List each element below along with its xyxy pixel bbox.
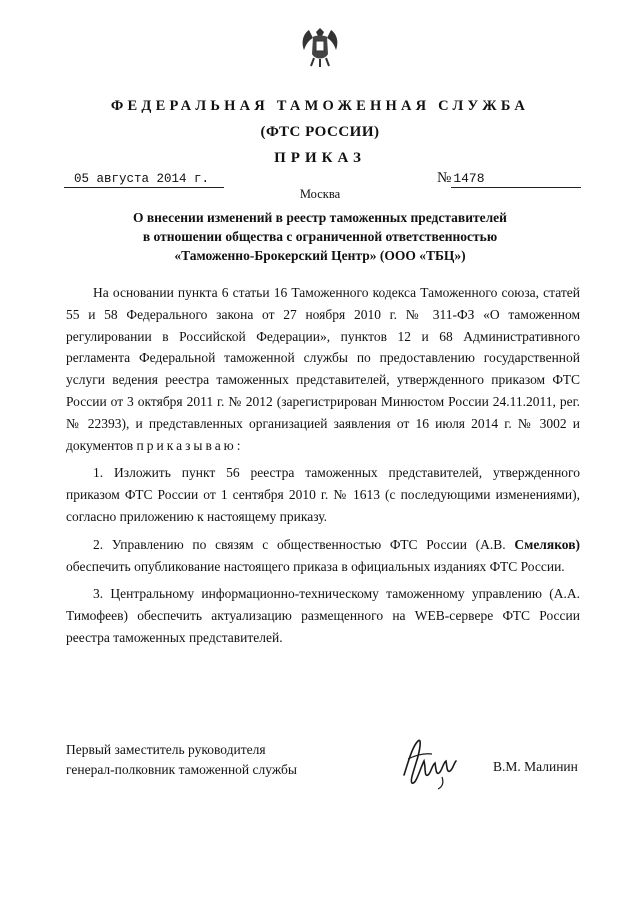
preamble-text: На основании пункта 6 статьи 16 Таможенного кодекса Таможенного союза, статей 55 и 58 Федерального закона от 27 ноября 2010 г. № 311-ФЗ «О таможенном регулировании в Российской Федерации», пунктов 12 и 68 Административного регламента Федеральной таможенной службы по предоставлению государственной услуги ведения реестра таможенных представителей, утвержденного приказом ФТС России от 3 октября 2011 г. № 2012 (зарегистрирован Минюстом России 24.11.2011, рег. № 22393), и представленных организацией заявления от 16 июля 2014 г. № 3002 и документов (66, 285, 580, 453)
order-city: Москва (299, 187, 341, 201)
agency-name: ФЕДЕРАЛЬНАЯ ТАМОЖЕННАЯ СЛУЖБА (110, 98, 530, 114)
item-2-text: 2. Управлению по связям с общественностью ФТС России (А.В. (93, 536, 515, 552)
item-1: 1. Изложить пункт 56 реестра таможенных представителей, утвержденного приказом ФТС России от 1 сентября 2010 г. № 1613 (с последующими изменениями), согласно приложению к настоящему приказу. (66, 465, 580, 524)
item-3: 3. Центральному информационно-техническому таможенному управлению (А.А. Тимофеев) обеспечить актуализацию размещенного на WEB-сервере ФТС России реестра таможенных представителей. (66, 586, 580, 645)
signatory-position (66, 740, 297, 780)
number-sign: № (437, 170, 452, 186)
item-2-name: Смеляков) (514, 536, 580, 552)
document-type: ПРИКАЗ (274, 150, 366, 166)
item-2 (66, 534, 580, 578)
order-number (437, 170, 581, 188)
item-2-text-rest: обеспечить опубликование настоящего приказа в официальных изданиях ФТС России. (66, 558, 565, 574)
order-word: приказываю: (136, 437, 244, 453)
coat-of-arms-icon (297, 24, 343, 70)
subject-line: в отношении общества с ограниченной ответственностью (142, 229, 498, 244)
order-date: 05 августа 2014 г. (64, 171, 224, 188)
number-value: 1478 (451, 171, 581, 188)
position-line: Первый заместитель руководителя (66, 742, 266, 757)
handwritten-signature-icon (398, 733, 460, 791)
order-subject (70, 208, 570, 265)
preamble-paragraph (66, 282, 580, 456)
subject-line: О внесении изменений в реестр таможенных представителей (133, 210, 507, 225)
order-body (66, 282, 580, 649)
signer-name: В.М. Малинин (493, 759, 578, 774)
position-line: генерал-полковник таможенной службы (66, 762, 297, 777)
agency-short-name: (ФТС РОССИИ) (260, 124, 380, 140)
subject-line: «Таможенно-Брокерский Центр» (ООО «ТБЦ») (174, 248, 466, 263)
